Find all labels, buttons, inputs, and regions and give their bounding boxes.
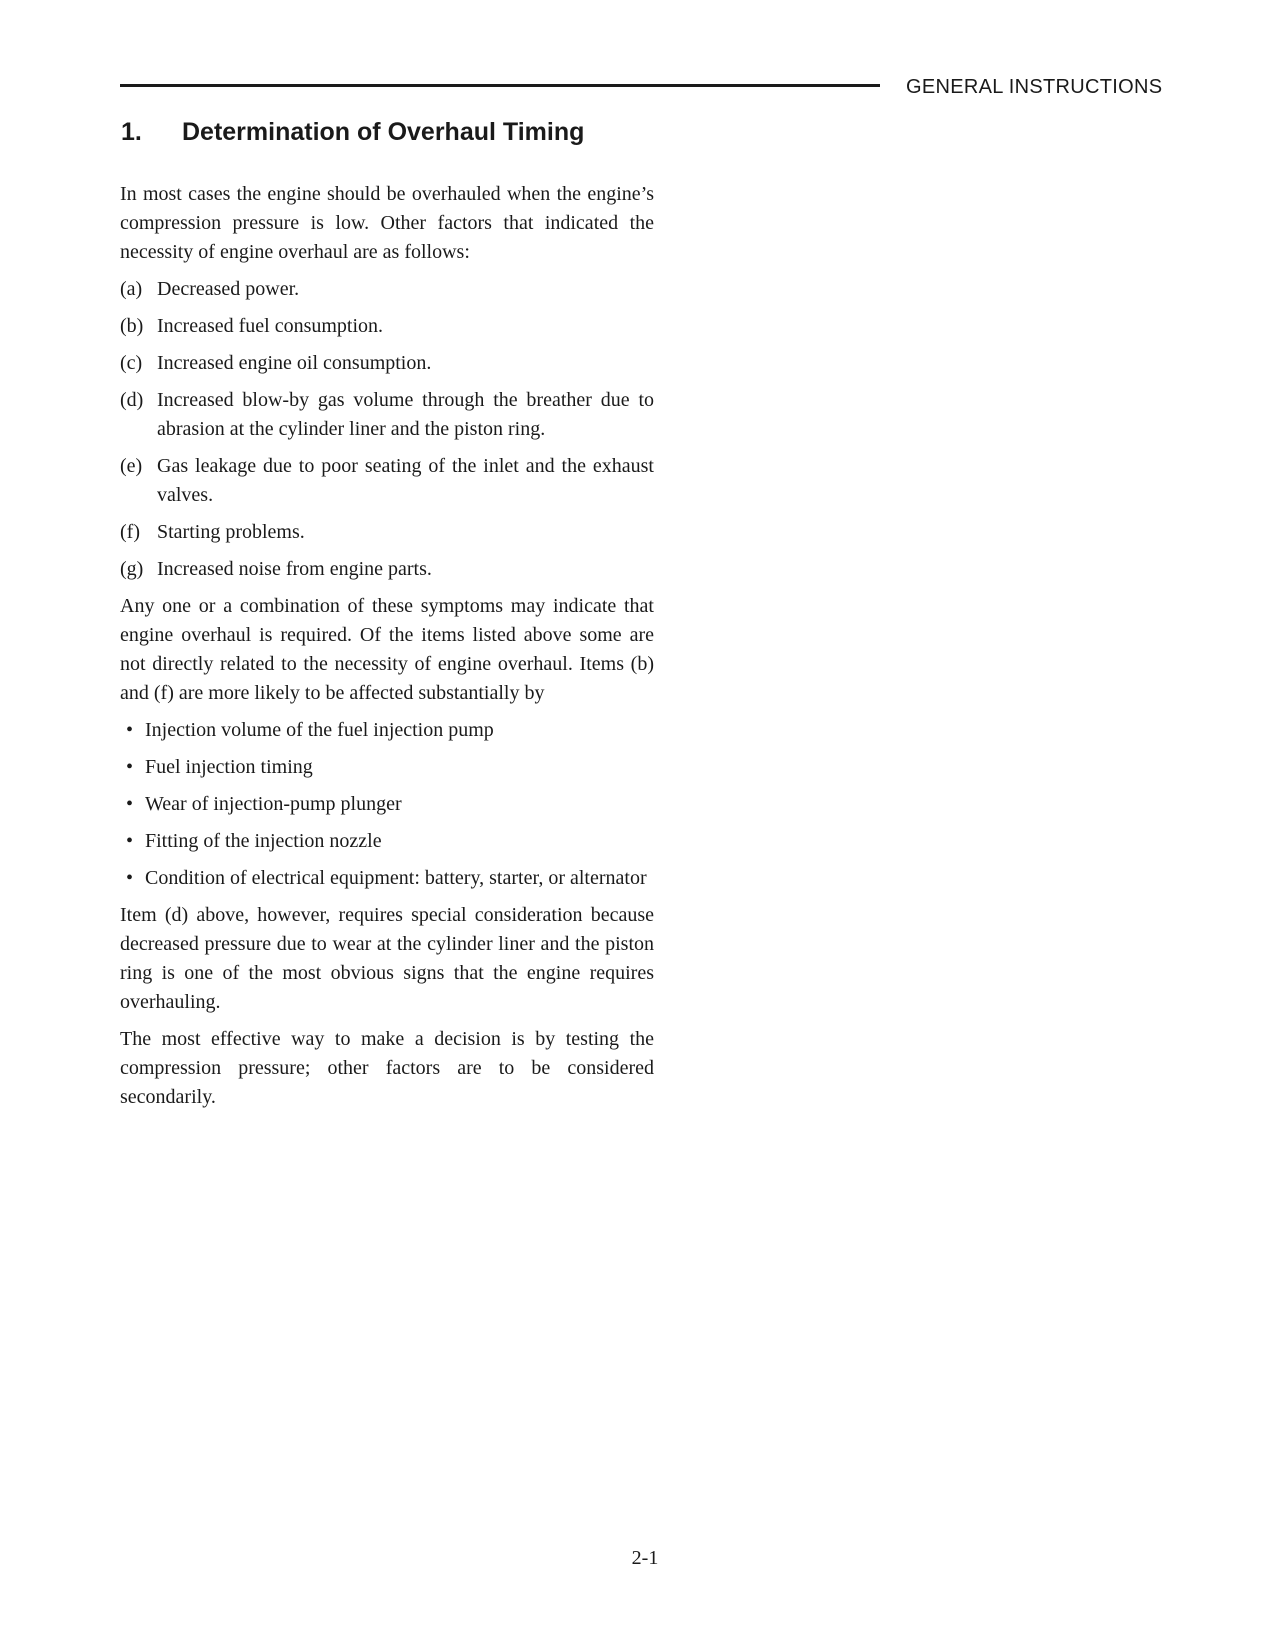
bullet-text: Fuel injection timing <box>145 756 313 778</box>
list-marker: (c) <box>120 352 143 374</box>
list-item <box>120 518 654 547</box>
document-body <box>120 180 654 1120</box>
list-item <box>120 386 654 444</box>
bullet-icon: • <box>126 867 134 889</box>
list-text: Increased engine oil consumption. <box>157 352 432 374</box>
list-text: Starting problems. <box>157 521 305 543</box>
bullet-icon: • <box>126 793 134 815</box>
list-text: Increased blow-by gas volume through the breather due to abrasion at the cylinder liner and the piston ring. <box>157 389 654 440</box>
list-item <box>120 555 654 584</box>
bullet-item <box>120 790 654 819</box>
list-item <box>120 452 654 510</box>
bullet-text: Injection volume of the fuel injection pump <box>145 719 494 741</box>
bullet-list <box>120 716 654 893</box>
heading-title: Determination of Overhaul Timing <box>182 118 585 146</box>
item-d-paragraph: Item (d) above, however, requires special consideration because decreased pressure due to wear at the cylinder liner and the piston ring is one of the most obvious signs that the engine requires overhauling. <box>120 904 654 1013</box>
bullet-item <box>120 827 654 856</box>
conclusion-paragraph: The most effective way to make a decision is by testing the compression pressure; other factors are to be considered secondarily. <box>120 1028 654 1108</box>
page-number: 2-1 <box>631 1547 659 1569</box>
page-title <box>121 118 584 147</box>
list-marker: (g) <box>120 558 144 580</box>
bullet-text: Condition of electrical equipment: battery, starter, or alternator <box>145 867 647 889</box>
bullet-item <box>120 753 654 782</box>
symptoms-paragraph: Any one or a combination of these symptoms may indicate that engine overhaul is required. Of the items listed above some are not directly related to the necessity of engine overhaul. Items (b) and (f) are more likely to be affected substantially by <box>120 595 654 704</box>
intro-paragraph: In most cases the engine should be overhauled when the engine’s compression pressure is low. Other factors that indicated the necessity of engine overhaul are as follows: <box>120 183 654 263</box>
list-text: Increased noise from engine parts. <box>157 558 432 580</box>
list-item <box>120 312 654 341</box>
bullet-item <box>120 716 654 745</box>
section-label: GENERAL INSTRUCTIONS <box>906 76 1163 98</box>
list-text: Gas leakage due to poor seating of the inlet and the exhaust valves. <box>157 455 654 506</box>
list-item <box>120 349 654 378</box>
list-marker: (d) <box>120 389 144 411</box>
bullet-text: Wear of injection-pump plunger <box>145 793 402 815</box>
factor-list <box>120 275 654 584</box>
bullet-icon: • <box>126 830 134 852</box>
bullet-icon: • <box>126 719 134 741</box>
list-item <box>120 275 654 304</box>
list-marker: (b) <box>120 315 144 337</box>
bullet-item <box>120 864 654 893</box>
header-rule <box>120 84 880 87</box>
list-text: Increased fuel consumption. <box>157 315 384 337</box>
list-marker: (a) <box>120 278 143 300</box>
heading-number: 1. <box>121 118 142 146</box>
list-marker: (e) <box>120 455 143 477</box>
bullet-text: Fitting of the injection nozzle <box>145 830 382 852</box>
list-text: Decreased power. <box>157 278 300 300</box>
list-marker: (f) <box>120 521 140 543</box>
bullet-icon: • <box>126 756 134 778</box>
